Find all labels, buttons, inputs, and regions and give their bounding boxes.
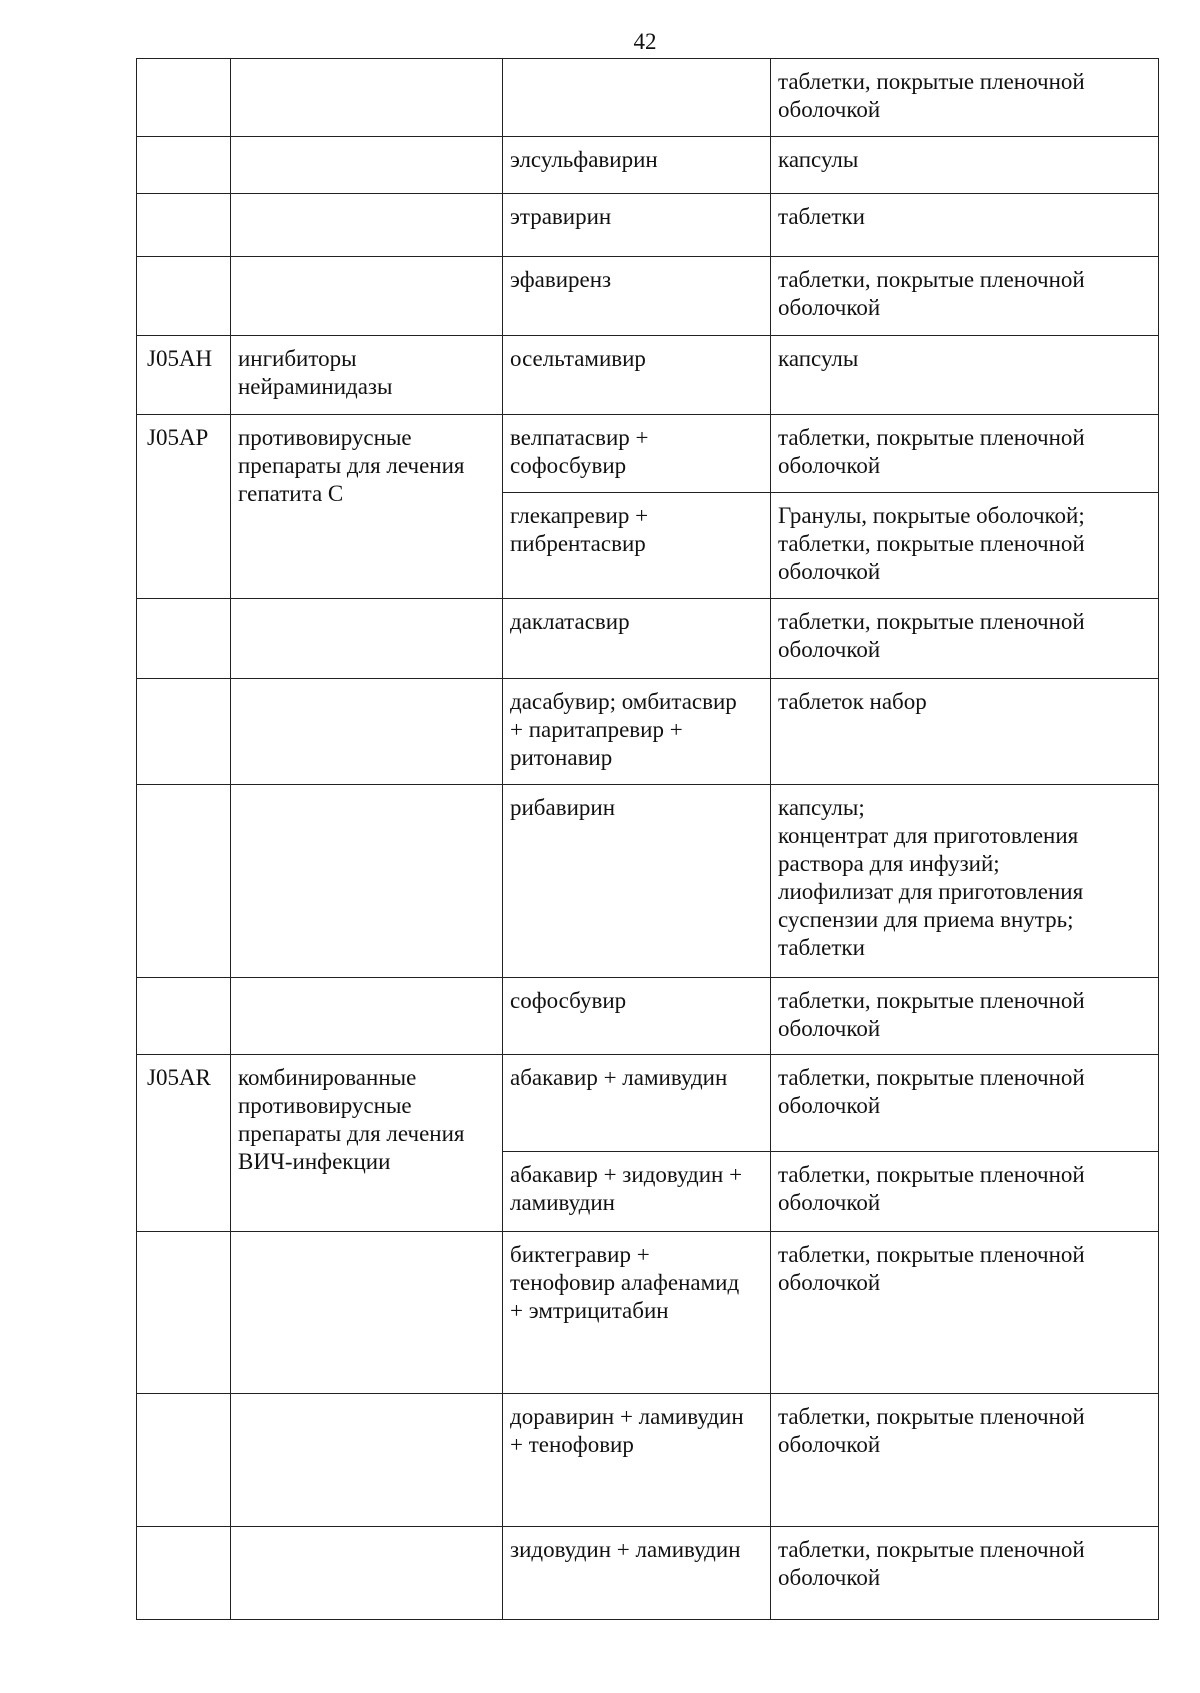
substance-cell: глекапревир + пибрентасвир bbox=[503, 493, 771, 599]
group-cell: противовирусные препараты для лечения гепатита C bbox=[231, 415, 503, 599]
group-cell bbox=[231, 1527, 503, 1620]
atc-code-cell bbox=[137, 257, 231, 336]
table-row bbox=[137, 194, 1159, 257]
group-cell bbox=[231, 1232, 503, 1394]
table-row bbox=[137, 1394, 1159, 1527]
substance-cell: биктегравир + тенофовир алафенамид + эмтрицитабин bbox=[503, 1232, 771, 1394]
table-row bbox=[137, 257, 1159, 336]
page-number: 42 bbox=[633, 29, 657, 54]
dosage-form-cell: таблетки, покрытые пленочной оболочкой bbox=[771, 257, 1159, 336]
table-row bbox=[137, 1055, 1159, 1152]
group-cell bbox=[231, 785, 503, 978]
group-cell bbox=[231, 978, 503, 1055]
table-row bbox=[137, 336, 1159, 415]
dosage-form-cell: таблеток набор bbox=[771, 679, 1159, 785]
dosage-form-cell: таблетки, покрытые пленочной оболочкой bbox=[771, 1055, 1159, 1152]
dosage-form-cell: таблетки bbox=[771, 194, 1159, 257]
atc-code-cell: J05AP bbox=[137, 415, 231, 599]
dosage-form-cell: капсулы bbox=[771, 336, 1159, 415]
group-cell bbox=[231, 679, 503, 785]
substance-cell: дасабувир; омбитасвир + паритапревир + ритонавир bbox=[503, 679, 771, 785]
table-row bbox=[137, 137, 1159, 194]
dosage-form-cell: таблетки, покрытые пленочной оболочкой bbox=[771, 1394, 1159, 1527]
dosage-form-cell: капсулы bbox=[771, 137, 1159, 194]
atc-code-cell bbox=[137, 59, 231, 137]
substance-cell: абакавир + ламивудин bbox=[503, 1055, 771, 1152]
atc-code-cell bbox=[137, 679, 231, 785]
dosage-form-cell: капсулы; концентрат для приготовления раствора для инфузий; лиофилизат для приготовления суспензии для приема внутрь; таблетки bbox=[771, 785, 1159, 978]
table-row bbox=[137, 1527, 1159, 1620]
group-cell bbox=[231, 257, 503, 336]
substance-cell: этравирин bbox=[503, 194, 771, 257]
dosage-form-cell: таблетки, покрытые пленочной оболочкой bbox=[771, 1152, 1159, 1232]
atc-code-cell bbox=[137, 599, 231, 679]
table-row bbox=[137, 785, 1159, 978]
group-cell bbox=[231, 1394, 503, 1527]
group-cell bbox=[231, 599, 503, 679]
substance-cell: зидовудин + ламивудин bbox=[503, 1527, 771, 1620]
atc-code-cell: J05AH bbox=[137, 336, 231, 415]
substance-cell: даклатасвир bbox=[503, 599, 771, 679]
substance-cell: рибавирин bbox=[503, 785, 771, 978]
group-cell bbox=[231, 59, 503, 137]
substance-cell: доравирин + ламивудин + тенофовир bbox=[503, 1394, 771, 1527]
atc-code-cell bbox=[137, 1394, 231, 1527]
substance-cell: абакавир + зидовудин + ламивудин bbox=[503, 1152, 771, 1232]
table-row bbox=[137, 59, 1159, 137]
substance-cell: эфавиренз bbox=[503, 257, 771, 336]
atc-code-cell bbox=[137, 978, 231, 1055]
atc-code-cell bbox=[137, 137, 231, 194]
table-row bbox=[137, 978, 1159, 1055]
dosage-form-cell: таблетки, покрытые пленочной оболочкой bbox=[771, 1527, 1159, 1620]
atc-code-cell bbox=[137, 1232, 231, 1394]
substance-cell: софосбувир bbox=[503, 978, 771, 1055]
group-cell: комбинированные противовирусные препараты для лечения ВИЧ-инфекции bbox=[231, 1055, 503, 1232]
dosage-form-cell: Гранулы, покрытые оболочкой; таблетки, покрытые пленочной оболочкой bbox=[771, 493, 1159, 599]
group-cell bbox=[231, 137, 503, 194]
table-row bbox=[137, 1232, 1159, 1394]
substance-cell: велпатасвир + софосбувир bbox=[503, 415, 771, 493]
atc-code-cell bbox=[137, 1527, 231, 1620]
substance-cell bbox=[503, 59, 771, 137]
dosage-form-cell: таблетки, покрытые пленочной оболочкой bbox=[771, 599, 1159, 679]
table-row bbox=[137, 599, 1159, 679]
dosage-form-cell: таблетки, покрытые пленочной оболочкой bbox=[771, 415, 1159, 493]
atc-code-cell: J05AR bbox=[137, 1055, 231, 1232]
group-cell bbox=[231, 194, 503, 257]
group-cell: ингибиторы нейраминидазы bbox=[231, 336, 503, 415]
substance-cell: элсульфавирин bbox=[503, 137, 771, 194]
table-row bbox=[137, 415, 1159, 493]
dosage-form-cell: таблетки, покрытые пленочной оболочкой bbox=[771, 59, 1159, 137]
atc-code-cell bbox=[137, 194, 231, 257]
drug-table bbox=[136, 58, 1159, 1620]
atc-code-cell bbox=[137, 785, 231, 978]
substance-cell: осельтамивир bbox=[503, 336, 771, 415]
dosage-form-cell: таблетки, покрытые пленочной оболочкой bbox=[771, 978, 1159, 1055]
table-row bbox=[137, 679, 1159, 785]
dosage-form-cell: таблетки, покрытые пленочной оболочкой bbox=[771, 1232, 1159, 1394]
